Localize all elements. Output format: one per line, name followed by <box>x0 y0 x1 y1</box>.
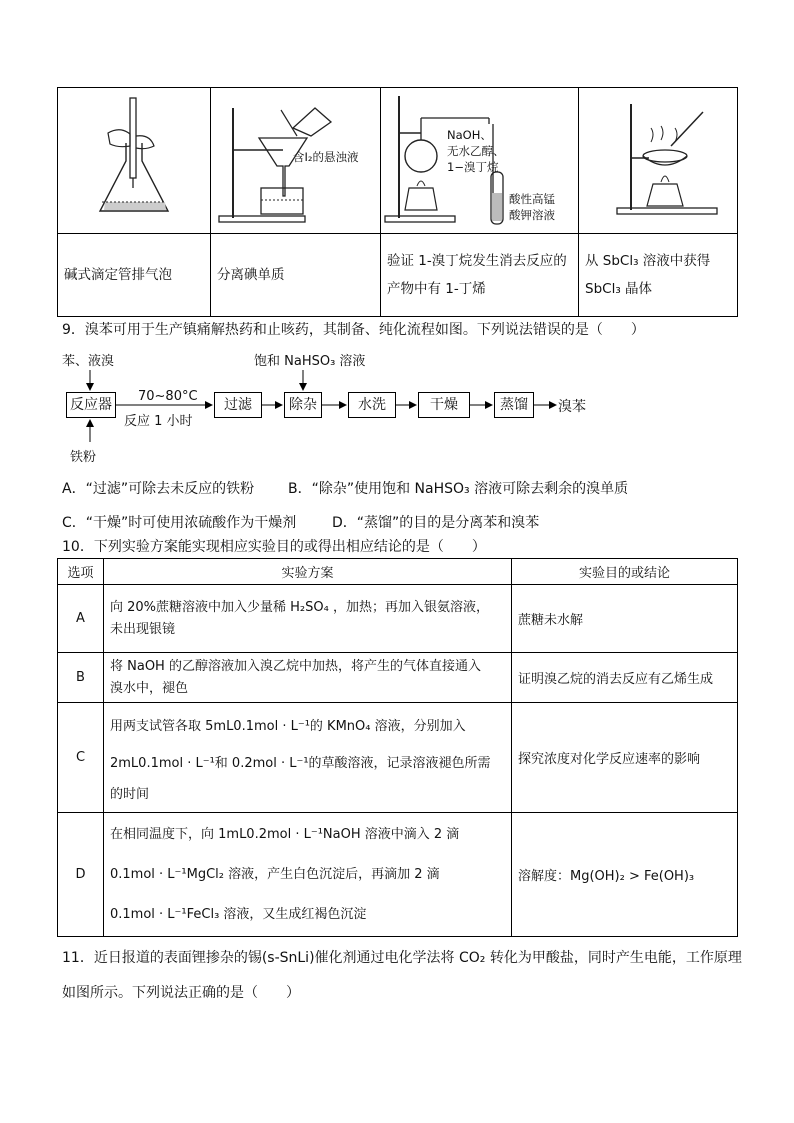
table-row: D 在相同温度下，向 1mL0.2mol · L⁻¹NaOH 溶液中滴入 2 滴 0.1mol · L⁻¹MgCl₂ 溶液，产生白色沉淀后，再滴加 2 滴 0.1mol · L⁻¹FeCl₃ 溶液，又生成红褐色沉淀 溶解度：Mg(OH)₂ > Fe(OH)₃ <box>58 813 738 937</box>
flow-input-top: 苯、液溴 <box>62 354 115 369</box>
reagent-label-1: NaOH、 <box>447 128 492 142</box>
caption-d: 从 SbCl₃ 溶液中获得 SbCl₃ 晶体 <box>579 234 738 317</box>
caption-b: 分离碘单质 <box>211 234 381 317</box>
reagent-label-3: 1−溴丁烷 <box>447 160 499 174</box>
flow-arrows <box>0 0 794 470</box>
suspension-label: 含I₂的悬浊液 <box>293 150 359 164</box>
header-result: 实验目的或结论 <box>512 559 738 585</box>
flow-step-wash: 水洗 <box>348 392 396 418</box>
header-plan: 实验方案 <box>104 559 512 585</box>
flow-condition-temp: 70~80°C <box>138 389 198 404</box>
flow-step-dry: 干燥 <box>418 392 470 418</box>
flow-step-reactor: 反应器 <box>66 392 116 418</box>
table-row: C 用两支试管各取 5mL0.1mol · L⁻¹的 KMnO₄ 溶液，分别加入 2mL0.1mol · L⁻¹和 0.2mol · L⁻¹的草酸溶液，记录溶液褪色所需 的时间 探究浓度对化学反应速率的影响 <box>58 703 738 813</box>
flow-condition-time: 反应 1 小时 <box>124 414 193 429</box>
table-row: B 将 NaOH 的乙醇溶液加入溴乙烷中加热，将产生的气体直接通入 溴水中，褪色 证明溴乙烷的消去反应有乙烯生成 <box>58 653 738 703</box>
flow-reagent: 饱和 NaHSO₃ 溶液 <box>254 354 366 369</box>
oxidant-label-2: 酸钾溶液 <box>509 208 555 222</box>
flow-step-filter: 过滤 <box>214 392 262 418</box>
flow-step-distill: 蒸馏 <box>494 392 534 418</box>
caption-a: 碱式滴定管排气泡 <box>58 234 211 317</box>
q9-option-c: C．“干燥”时可使用浓硫酸作为干燥剂 <box>62 515 297 531</box>
oxidant-label-1: 酸性高锰 <box>509 192 555 206</box>
q10-stem: 10．下列实验方案能实现相应实验目的或得出相应结论的是（ ） <box>62 539 486 555</box>
caption-c: 验证 1-溴丁烷发生消去反应的 产物中有 1-丁烯 <box>381 234 579 317</box>
q9-stem: 9．溴苯可用于生产镇痛解热药和止咳药，其制备、纯化流程如图。下列说法错误的是（ ） <box>62 322 645 338</box>
flow-product: 溴苯 <box>558 399 586 415</box>
reagent-label-2: 无水乙醇、 <box>447 144 505 158</box>
q9-option-d: D．“蒸馏”的目的是分离苯和溴苯 <box>332 515 540 531</box>
header-option: 选项 <box>58 559 104 585</box>
experiment-table <box>57 558 738 937</box>
q9-option-a: A．“过滤”可除去未反应的铁粉 <box>62 481 255 497</box>
table-row: A 向 20%蔗糖溶液中加入少量稀 H₂SO₄ ，加热；再加入银氨溶液， 未出现银镜 蔗糖未水解 <box>58 585 738 653</box>
q11-line-1: 11．近日报道的表面锂掺杂的锡(s-SnLi)催化剂通过电化学法将 CO₂ 转化为甲酸盐，同时产生电能，工作原理 <box>62 950 742 966</box>
flow-input-bottom: 铁粉 <box>70 450 97 465</box>
q9-option-b: B．“除杂”使用饱和 NaHSO₃ 溶液可除去剩余的溴单质 <box>288 481 629 497</box>
flow-step-purify: 除杂 <box>284 392 322 418</box>
q11-line-2: 如图所示。下列说法正确的是（ ） <box>62 985 300 1001</box>
